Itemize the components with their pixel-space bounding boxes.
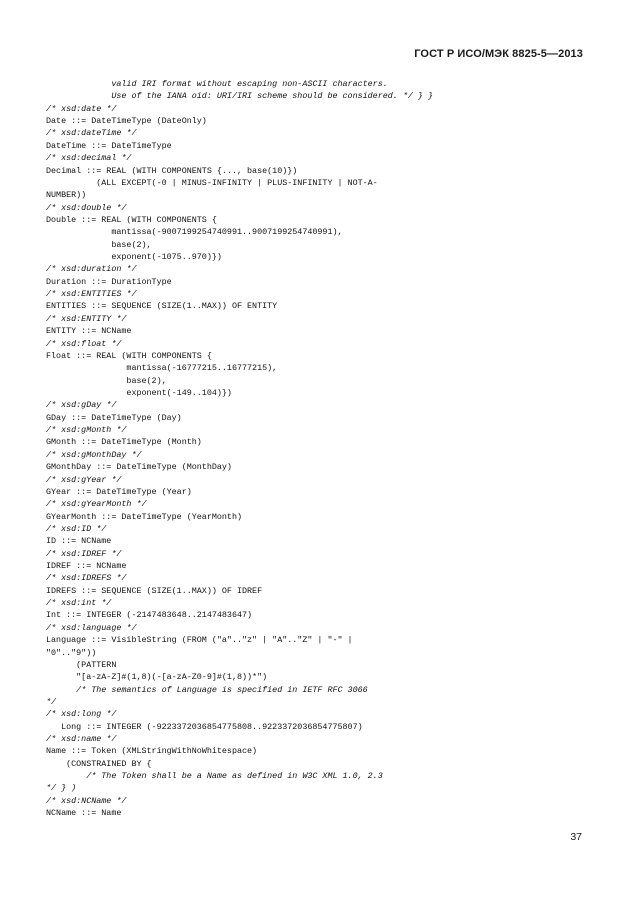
- code-line: base(2),: [46, 239, 152, 250]
- code-line: GYear ::= DateTimeType (Year): [46, 486, 192, 497]
- code-comment-line: /* xsd:NCName */: [46, 795, 127, 806]
- code-comment-line: /* xsd:ENTITY */: [46, 313, 127, 324]
- code-comment-line: /* xsd:duration */: [46, 264, 137, 275]
- code-line: Duration ::= DurationType: [46, 276, 172, 287]
- code-line: "0".."9")): [46, 647, 97, 658]
- code-comment-line: /* xsd:decimal */: [46, 153, 132, 164]
- code-comment-line: /* xsd:gMonth */: [46, 425, 127, 436]
- code-line: ID ::= NCName: [46, 536, 112, 547]
- code-comment-line: /* xsd:long */: [46, 709, 117, 720]
- code-comment-line: /* xsd:IDREFS */: [46, 573, 127, 584]
- code-line: mantissa(-9007199254740991..9007199254740991),: [46, 227, 343, 238]
- code-line: base(2),: [46, 375, 167, 386]
- code-line: ENTITIES ::= SEQUENCE (SIZE(1..MAX)) OF ENTITY: [46, 301, 278, 312]
- code-line: "[a-zA-Z]#(1,8)(-[a-zA-Z0-9]#(1,8))*"): [46, 672, 268, 683]
- page-number: 37: [570, 831, 582, 843]
- page-header-standard: ГОСТ Р ИСО/МЭК 8825-5—2013: [414, 48, 583, 60]
- code-comment-line: /* xsd:name */: [46, 734, 117, 745]
- code-line: GMonthDay ::= DateTimeType (MonthDay): [46, 462, 232, 473]
- code-line: (CONSTRAINED BY {: [46, 758, 152, 769]
- code-line: IDREFS ::= SEQUENCE (SIZE(1..MAX)) OF IDREF: [46, 585, 263, 596]
- code-line: GDay ::= DateTimeType (Day): [46, 412, 182, 423]
- code-line: Name ::= Token (XMLStringWithNoWhitespace): [46, 746, 258, 757]
- code-line: DateTime ::= DateTimeType: [46, 140, 172, 151]
- code-line: Date ::= DateTimeType (DateOnly): [46, 116, 207, 127]
- code-line: ENTITY ::= NCName: [46, 326, 132, 337]
- code-line: GMonth ::= DateTimeType (Month): [46, 437, 202, 448]
- code-comment-line: /* xsd:dateTime */: [46, 128, 137, 139]
- code-comment-line: */ } ): [46, 783, 77, 794]
- code-comment-line: /* The Token shall be a Name as defined in W3C XML 1.0, 2.3: [46, 771, 383, 782]
- code-comment-line: /* xsd:date */: [46, 103, 117, 114]
- code-line: NUMBER)): [46, 190, 87, 201]
- code-comment-line: /* xsd:IDREF */: [46, 548, 122, 559]
- code-line: (PATTERN: [46, 659, 117, 670]
- code-comment-line: /* xsd:ID */: [46, 523, 107, 534]
- code-line: Int ::= INTEGER (-2147483648..2147483647): [46, 610, 253, 621]
- code-comment-line: /* xsd:gMonthDay */: [46, 449, 142, 460]
- code-line: exponent(-1075..970)}): [46, 252, 222, 263]
- code-line: Float ::= REAL (WITH COMPONENTS {: [46, 350, 212, 361]
- code-comment-line: /* xsd:float */: [46, 338, 122, 349]
- code-comment-line: /* xsd:double */: [46, 202, 127, 213]
- code-line: exponent(-149..104)}): [46, 387, 232, 398]
- code-comment-line: /* xsd:gYearMonth */: [46, 499, 147, 510]
- code-comment-line: valid IRI format without escaping non-ASCII characters.: [46, 79, 388, 89]
- code-comment-line: /* The semantics of Language is specified in IETF RFC 3066: [46, 684, 368, 695]
- code-line: NCName ::= Name: [46, 808, 122, 819]
- code-comment-line: /* xsd:int */: [46, 598, 112, 609]
- code-line: mantissa(-16777215..16777215),: [46, 363, 278, 374]
- code-line: Decimal ::= REAL (WITH COMPONENTS {..., base(10)}): [46, 165, 298, 176]
- code-line: GYearMonth ::= DateTimeType (YearMonth): [46, 511, 243, 522]
- code-comment-line: Use of the IANA oid: URI/IRI scheme should be considered. */ } }: [46, 91, 433, 102]
- code-line: (ALL EXCEPT(-0 | MINUS-INFINITY | PLUS-INFINITY | NOT-A-: [46, 177, 378, 188]
- code-comment-line: /* xsd:gDay */: [46, 400, 117, 411]
- code-line: IDREF ::= NCName: [46, 561, 127, 572]
- code-comment-line: */: [46, 696, 57, 707]
- code-comment-line: /* xsd:language */: [46, 622, 137, 633]
- code-line: Language ::= VisibleString (FROM ("a".."z" | "A".."Z" | "-" |: [46, 635, 353, 646]
- code-line: Long ::= INTEGER (-9223372036854775808..9223372036854775807): [46, 721, 363, 732]
- code-comment-line: /* xsd:ENTITIES */: [46, 289, 137, 300]
- code-line: Double ::= REAL (WITH COMPONENTS {: [46, 214, 217, 225]
- code-comment-line: /* xsd:gYear */: [46, 474, 122, 485]
- asn1-code-listing: [46, 78, 594, 820]
